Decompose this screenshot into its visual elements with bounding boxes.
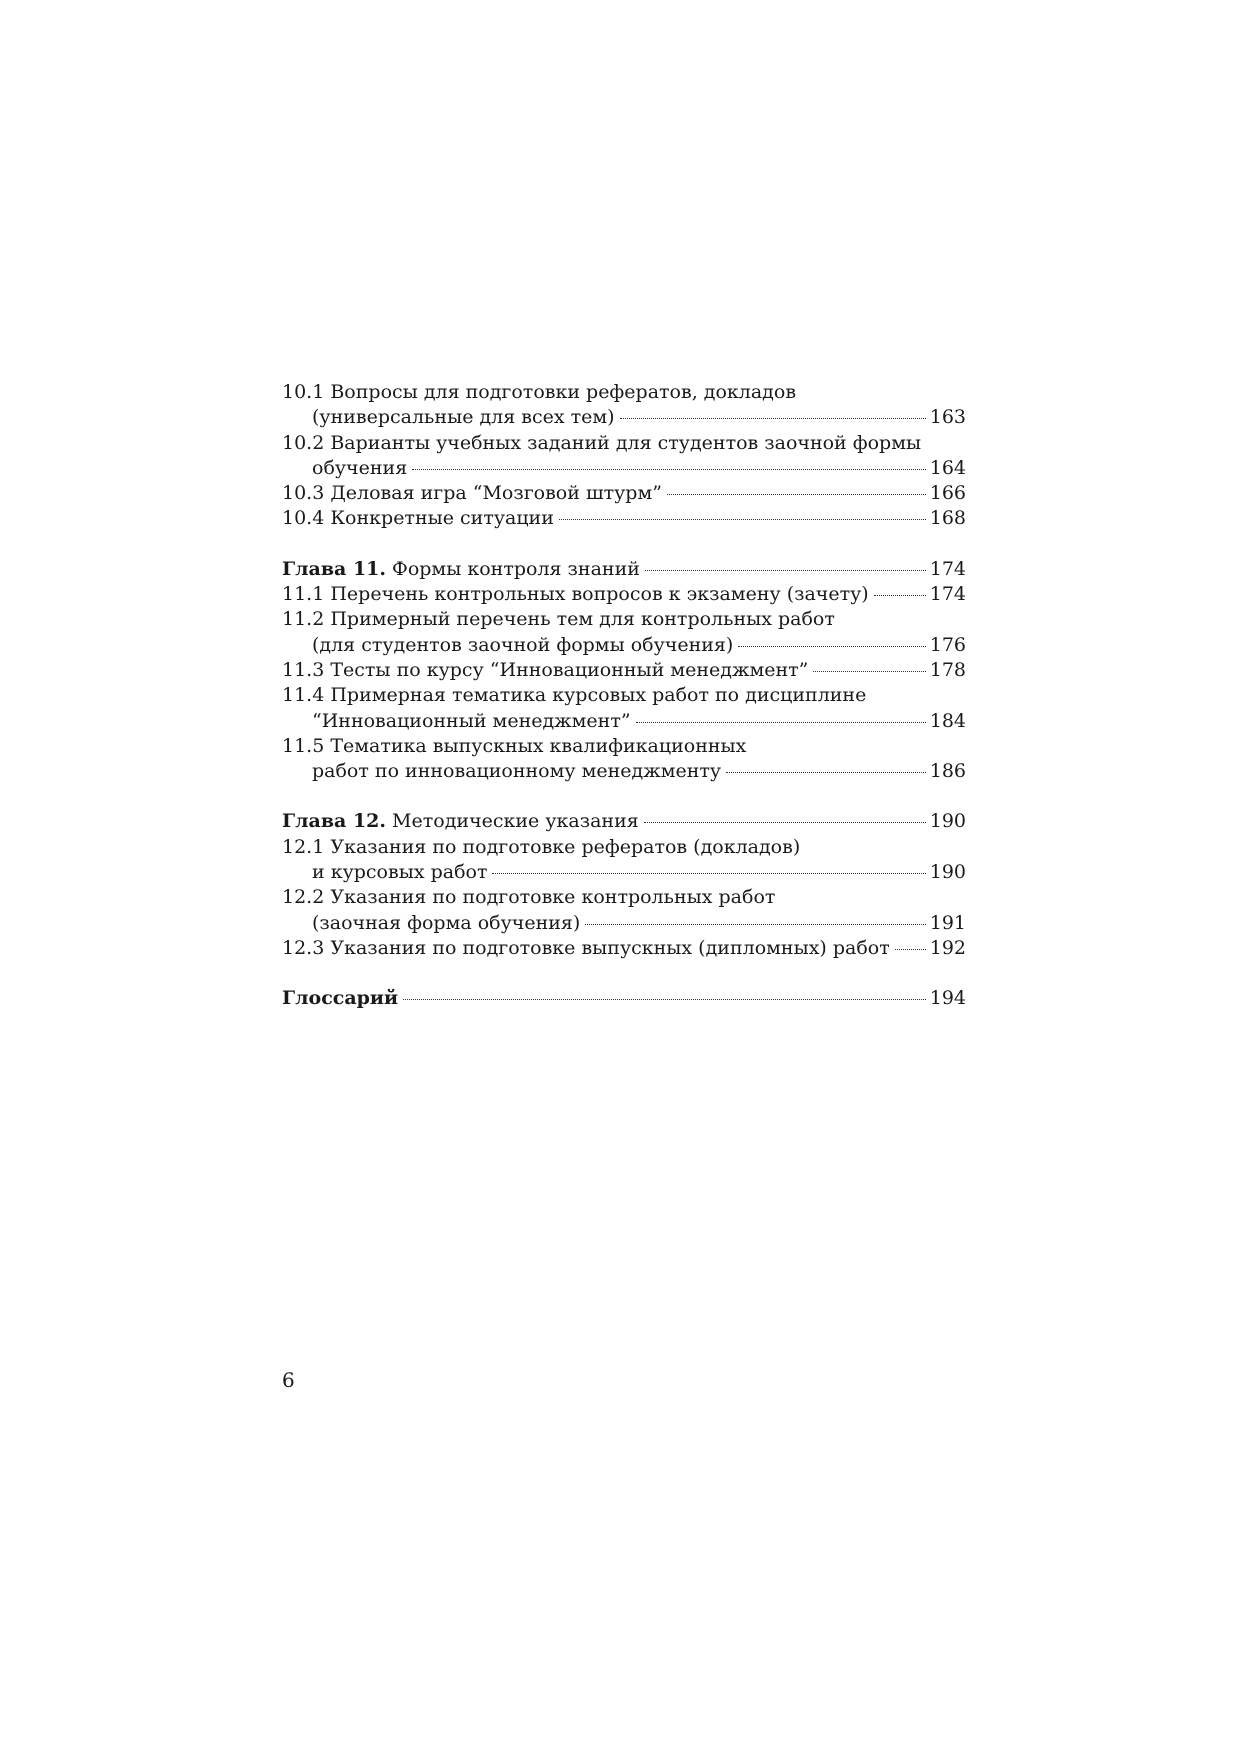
toc-entry-10-2[interactable]	[282, 431, 966, 482]
toc-entry-10-4[interactable]	[282, 506, 966, 531]
toc-entry-11-5[interactable]	[282, 734, 966, 785]
toc-page-number: 178	[929, 658, 966, 681]
toc-entry-title: 10.4 Конкретные ситуации	[282, 507, 554, 530]
toc-chapter-12[interactable]	[282, 809, 966, 834]
toc-page-number: 164	[929, 456, 966, 479]
toc-entry-title: 11.1 Перечень контрольных вопросов к экзамену (зачету)	[282, 583, 869, 606]
toc-entry-10-1[interactable]	[282, 380, 966, 431]
toc-entry-title: 12.3 Указания по подготовке выпускных (дипломных) работ	[282, 936, 890, 959]
chapter-label: Глава 11.	[282, 557, 387, 580]
toc-entry-title: 11.3 Тесты по курсу “Инновационный менеджмент”	[282, 658, 809, 681]
toc-page-number: 174	[929, 583, 966, 606]
dot-leader	[620, 418, 926, 419]
toc-entry-title: 11.4 Примерная тематика курсовых работ по дисциплине	[282, 684, 867, 707]
dot-leader	[492, 873, 925, 874]
toc-entry-title: 10.1 Вопросы для подготовки рефератов, докладов	[282, 381, 797, 403]
dot-leader	[738, 646, 925, 647]
toc-entry-11-3[interactable]	[282, 658, 966, 683]
toc-entry-title: 11.2 Примерный перечень тем для контрольных работ	[282, 608, 835, 631]
toc-entry-title: 11.5 Тематика выпускных квалификационных	[282, 734, 747, 757]
toc-entry-title: 10.3 Деловая игра “Мозговой штурм”	[282, 482, 662, 505]
dot-leader	[813, 671, 925, 672]
toc-entry-12-1[interactable]	[282, 835, 966, 886]
toc-group-section-10	[282, 380, 966, 532]
chapter-title: Формы контроля знаний	[386, 557, 640, 580]
toc-page-number: 186	[929, 760, 966, 783]
toc-entry-11-4[interactable]	[282, 683, 966, 734]
toc-entry-title-continued: (универсальные для всех тем)	[312, 406, 615, 429]
dot-leader	[874, 595, 926, 596]
toc-page-number: 168	[929, 507, 966, 530]
dot-leader	[895, 949, 926, 950]
dot-leader	[559, 519, 926, 520]
toc-page-number: 192	[929, 936, 966, 959]
toc-entry-title-continued: и курсовых работ	[312, 861, 488, 884]
toc-page-number: 190	[929, 861, 966, 884]
dot-leader	[726, 772, 926, 773]
toc-page-number: 184	[929, 709, 966, 732]
toc-page-number: 191	[929, 911, 966, 934]
chapter-label: Глава 12.	[282, 810, 387, 833]
toc-entry-12-3[interactable]	[282, 936, 966, 961]
toc-entry-10-3[interactable]	[282, 481, 966, 506]
toc-glossary[interactable]	[282, 986, 966, 1011]
dot-leader	[636, 722, 926, 723]
dot-leader	[645, 570, 926, 571]
toc-entry-12-2[interactable]	[282, 885, 966, 936]
toc-entry-title-continued: “Инновационный менеджмент”	[312, 709, 631, 732]
dot-leader	[644, 822, 926, 823]
table-of-contents	[282, 380, 966, 1037]
toc-entry-title: 10.2 Варианты учебных заданий для студентов заочной формы	[282, 431, 922, 454]
dot-leader	[667, 494, 926, 495]
toc-entry-title: 12.1 Указания по подготовке рефератов (докладов)	[282, 835, 801, 858]
toc-entry-title: 12.2 Указания по подготовке контрольных работ	[282, 886, 776, 909]
toc-page-number: 163	[929, 406, 966, 429]
toc-entry-title-continued: обучения	[312, 456, 408, 479]
glossary-title: Глоссарий	[282, 987, 399, 1010]
toc-page-number: 176	[929, 633, 966, 656]
toc-page-number: 174	[929, 557, 966, 580]
dot-leader	[403, 999, 926, 1000]
toc-entry-title-continued: (для студентов заочной формы обучения)	[312, 633, 734, 656]
toc-group-glossary	[282, 986, 966, 1011]
toc-page-number: 166	[929, 482, 966, 505]
toc-chapter-11[interactable]	[282, 557, 966, 582]
toc-page-number: 194	[929, 987, 966, 1010]
toc-page-number: 190	[929, 810, 966, 833]
chapter-title: Методические указания	[386, 810, 639, 833]
toc-entry-11-2[interactable]	[282, 607, 966, 658]
page-number: 6	[282, 1368, 295, 1392]
toc-group-chapter-12	[282, 809, 966, 961]
toc-group-chapter-11	[282, 557, 966, 785]
toc-entry-11-1[interactable]	[282, 582, 966, 607]
dot-leader	[585, 924, 925, 925]
toc-entry-title-continued: (заочная форма обучения)	[312, 911, 581, 934]
dot-leader	[412, 469, 926, 470]
toc-entry-title-continued: работ по инновационному менеджменту	[312, 760, 722, 783]
